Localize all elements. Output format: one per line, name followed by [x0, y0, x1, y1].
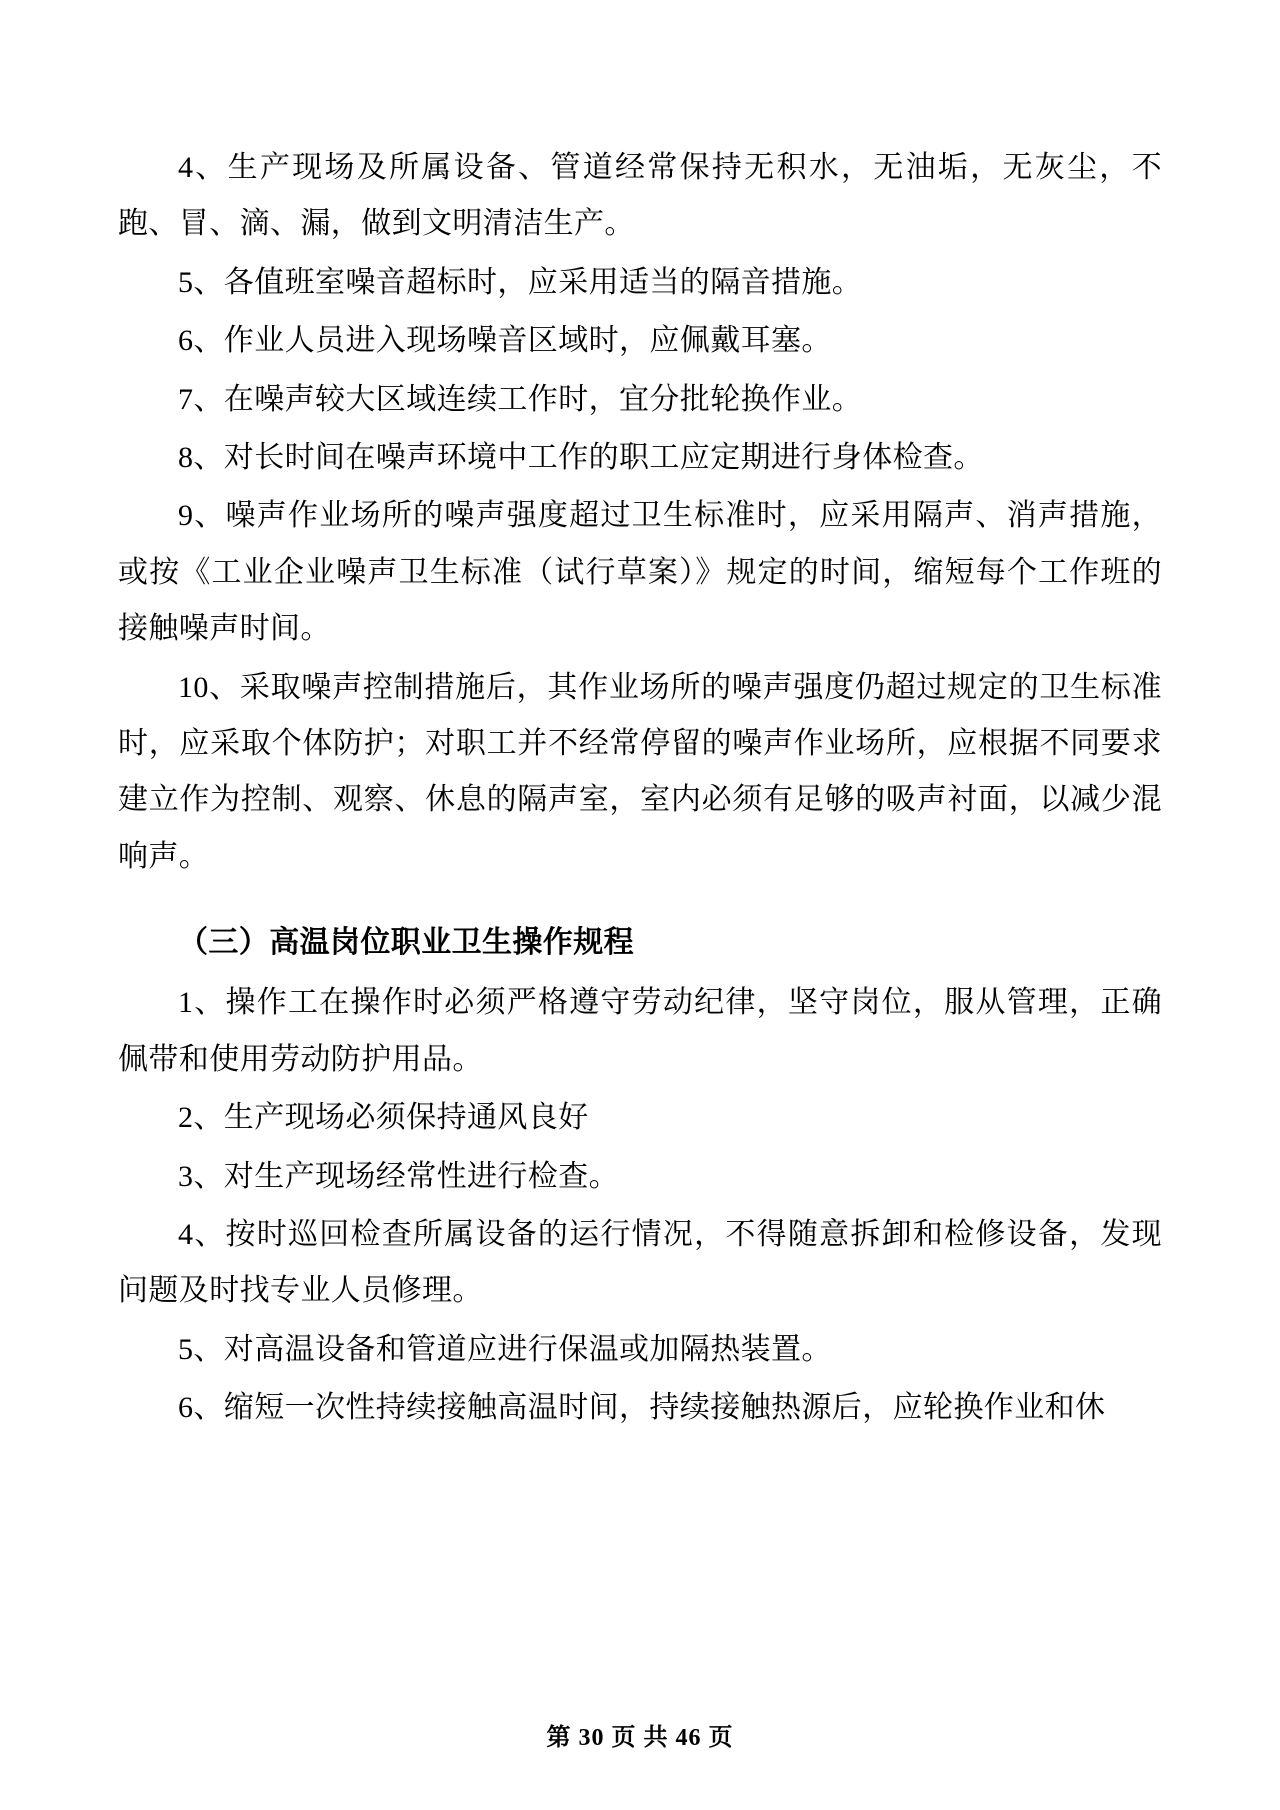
paragraph-item-8: 8、对长时间在噪声环境中工作的职工应定期进行身体检查。 [178, 440, 984, 474]
paragraph2-item-1: 1、操作工在操作时必须严格遵守劳动纪律，坚守岗位，服从管理，正确佩带和使用劳动防护用品。 [118, 986, 1162, 1076]
paragraph-item-6: 6、作业人员进入现场噪音区域时，应佩戴耳塞。 [178, 324, 832, 358]
paragraph-item-10: 10、采取噪声控制措施后，其作业场所的噪声强度仍超过规定的卫生标准时，应采取个体防护；对职工并不经常停留的噪声作业场所，应根据不同要求建立作为控制、观察、休息的隔声室，室内必须有足够的吸声衬面，以减少混响声。 [118, 670, 1162, 873]
paragraph-item-7: 7、在噪声较大区域连续工作时，宜分批轮换作业。 [178, 382, 863, 416]
paragraph-item-9: 9、噪声作业场所的噪声强度超过卫生标准时，应采用隔声、消声措施，或按《工业企业噪声卫生标准（试行草案）》规定的时间，缩短每个工作班的接触噪声时间。 [118, 499, 1162, 646]
paragraph2-item-5: 5、对高温设备和管道应进行保温或加隔热装置。 [178, 1332, 832, 1366]
page-footer [0, 1717, 1280, 1752]
paragraph-item-4: 4、生产现场及所属设备、管道经常保持无积水，无油垢，无灰尘，不跑、冒、滴、漏，做到文明清洁生产。 [118, 151, 1162, 241]
page-number-text: 第 30 页 共 46 页 [546, 1725, 734, 1751]
paragraph2-item-4: 4、按时巡回检查所属设备的运行情况，不得随意拆卸和检修设备，发现问题及时找专业人员修理。 [118, 1218, 1162, 1308]
paragraph2-item-2: 2、生产现场必须保持通风良好 [178, 1101, 589, 1135]
section-heading: （三）高温岗位职业卫生操作规程 [178, 926, 634, 960]
paragraph2-item-3: 3、对生产现场经常性进行检查。 [178, 1159, 619, 1193]
paragraph2-item-6: 6、缩短一次性持续接触高温时间，持续接触热源后，应轮换作业和休 [178, 1391, 1106, 1425]
paragraph-item-5: 5、各值班室噪音超标时，应采用适当的隔音措施。 [178, 265, 863, 299]
document-body [118, 140, 1162, 1437]
